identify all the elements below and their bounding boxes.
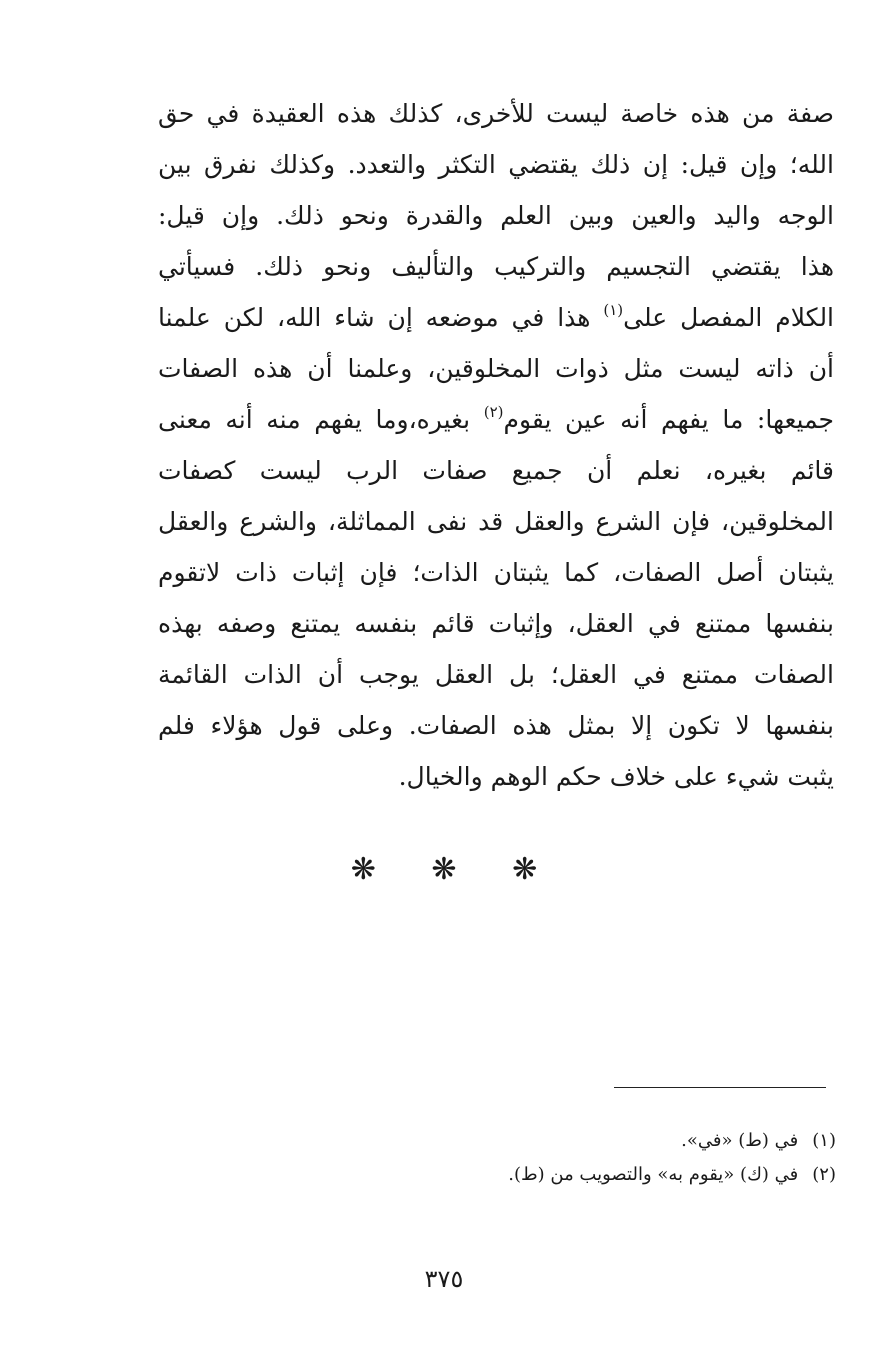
footnote-1 bbox=[236, 1124, 836, 1158]
footnote-ref-2: (٢) bbox=[483, 403, 504, 421]
page-number: ٣٧٥ bbox=[424, 1265, 464, 1293]
text-segment: الكلام المفصل على bbox=[623, 303, 835, 332]
footnote-text: في (ط) «في». bbox=[681, 1130, 799, 1151]
footnote-number: (٢) bbox=[812, 1164, 836, 1185]
footnotes bbox=[236, 1124, 836, 1192]
text-line: قائم بغيره، نعلم أن جميع صفات الرب ليست كصفات bbox=[158, 456, 834, 485]
text-line: الله؛ وإن قيل: إن ذلك يقتضي التكثر والتعدد. وكذلك نفرق بين bbox=[158, 150, 834, 179]
footnote-ref-1: (١) bbox=[603, 301, 624, 319]
section-separator bbox=[0, 852, 888, 887]
text-line: الوجه واليد والعين وبين العلم والقدرة ونحو ذلك. وإن قيل: bbox=[158, 201, 834, 230]
text-line: بنفسها ممتنع في العقل، وإثبات قائم بنفسه يمتنع وصفه بهذه bbox=[158, 609, 834, 638]
footnote-divider bbox=[614, 1087, 826, 1088]
text-line: هذا يقتضي التجسيم والتركيب والتأليف ونحو ذلك. فسيأتي bbox=[158, 252, 834, 281]
asterism-icon: ❋ bbox=[350, 852, 376, 887]
text-line: الصفات ممتنع في العقل؛ بل العقل يوجب أن الذات القائمة bbox=[158, 660, 834, 689]
text-segment: هذا في موضعه إن شاء الله، لكن علمنا bbox=[158, 303, 604, 332]
text-line: يثبتان أصل الصفات، كما يثبتان الذات؛ فإن إثبات ذات لاتقوم bbox=[158, 558, 834, 587]
asterism-icon: ❋ bbox=[512, 852, 538, 887]
text-line: المخلوقين، فإن الشرع والعقل قد نفى المماثلة، والشرع والعقل bbox=[158, 507, 834, 536]
text-line bbox=[158, 292, 834, 343]
footnote-text: في (ك) «يقوم به» والتصويب من (ط). bbox=[508, 1164, 799, 1185]
text-line: يثبت شيء على خلاف حكم الوهم والخيال. bbox=[398, 762, 834, 791]
text-segment: جميعها: ما يفهم أنه عين يقوم bbox=[503, 405, 834, 434]
text-line: بنفسها لا تكون إلا بمثل هذه الصفات. وعلى قول هؤلاء فلم bbox=[158, 711, 834, 740]
text-segment: بغيره،وما يفهم منه أنه معنى bbox=[158, 405, 484, 434]
footnote-number: (١) bbox=[812, 1130, 836, 1151]
footnote-2 bbox=[236, 1158, 836, 1192]
text-line: صفة من هذه خاصة ليست للأخرى، كذلك هذه العقيدة في حق bbox=[158, 99, 834, 128]
text-line bbox=[158, 394, 834, 445]
asterism-icon: ❋ bbox=[431, 852, 457, 887]
text-line: أن ذاته ليست مثل ذوات المخلوقين، وعلمنا أن هذه الصفات bbox=[158, 354, 834, 383]
main-text bbox=[158, 88, 834, 802]
